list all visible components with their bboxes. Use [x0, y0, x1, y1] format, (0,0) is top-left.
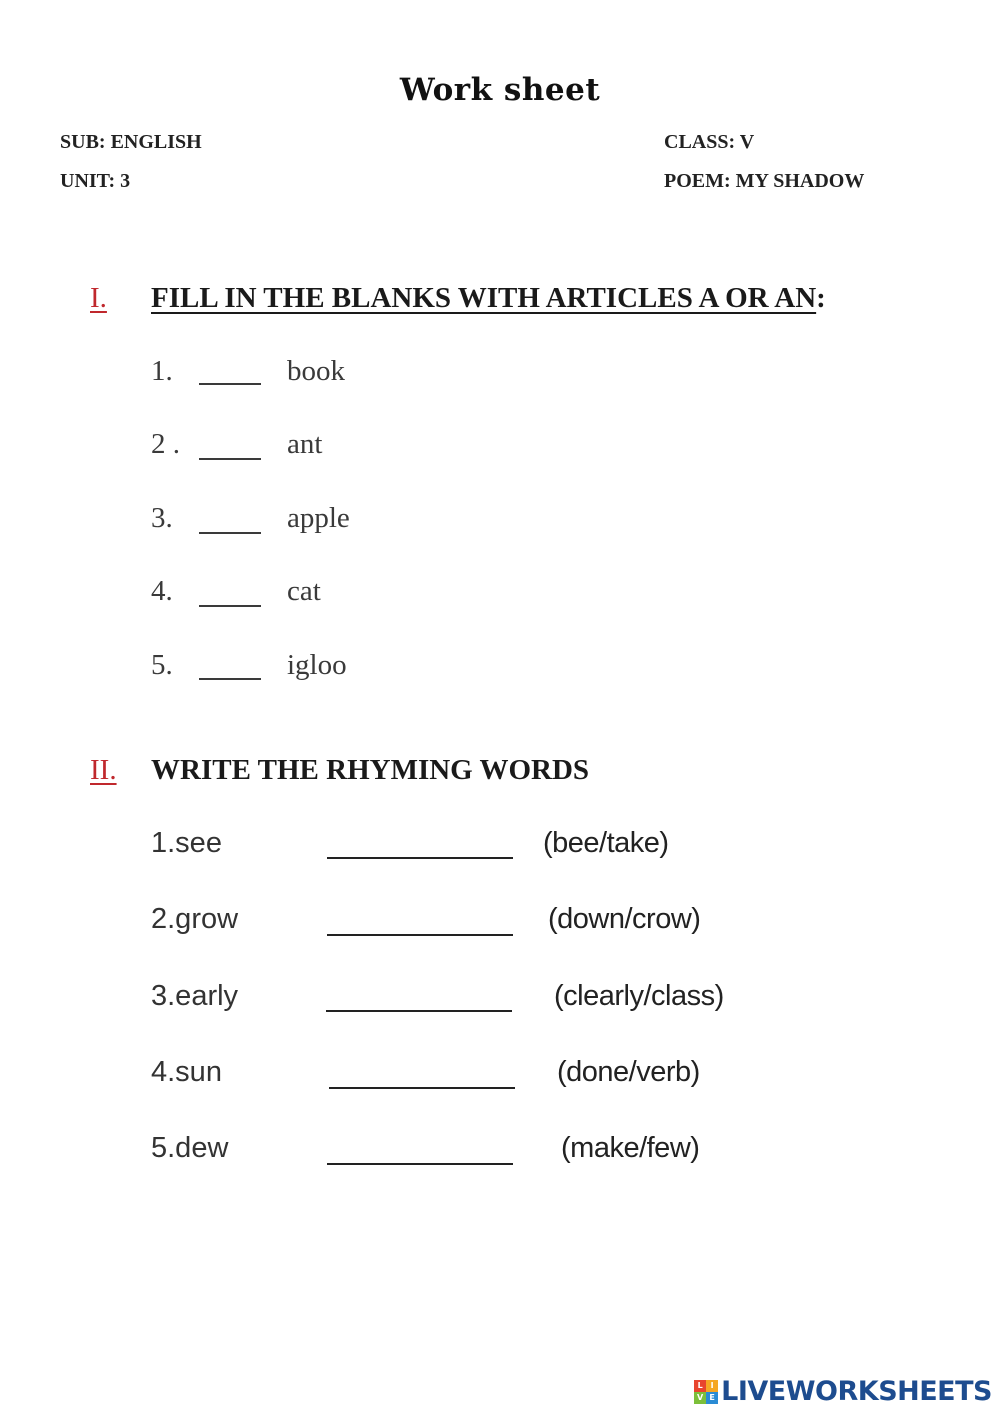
answer-blank[interactable]	[327, 934, 513, 936]
answer-blank[interactable]	[327, 1163, 513, 1165]
subject-label: SUB: ENGLISH	[60, 131, 202, 153]
worksheet-title: Work sheet	[399, 72, 601, 108]
answer-blank[interactable]	[326, 1010, 512, 1012]
logo-mark-letter: E	[706, 1392, 718, 1404]
section-2-number: II.	[90, 754, 117, 786]
answer-blank[interactable]	[329, 1087, 515, 1089]
section-2-item-options: (make/few)	[561, 1132, 700, 1164]
section-2-item-options: (done/verb)	[557, 1056, 700, 1088]
section-1-heading	[151, 282, 826, 315]
section-1-item-word: cat	[287, 575, 321, 607]
section-2-heading: WRITE THE RHYMING WORDS	[151, 754, 590, 786]
answer-blank[interactable]	[199, 458, 261, 460]
logo-mark-letter: V	[694, 1392, 706, 1404]
section-1-item-number: 1.	[151, 355, 173, 387]
section-2-item-options: (clearly/class)	[554, 980, 724, 1012]
section-1-heading-text: FILL IN THE BLANKS WITH ARTICLES A OR AN	[151, 282, 817, 314]
poem-label: POEM: MY SHADOW	[664, 170, 865, 192]
section-2-item-word: 2.grow	[151, 903, 239, 935]
section-1-number: I.	[90, 282, 107, 314]
answer-blank[interactable]	[327, 857, 513, 859]
section-2-item-word: 1.see	[151, 827, 222, 859]
section-1-item-word: ant	[287, 428, 323, 460]
logo-mark-letter: L	[694, 1380, 706, 1392]
section-2-item-options: (bee/take)	[543, 827, 669, 859]
liveworksheets-logo[interactable]	[694, 1376, 992, 1407]
answer-blank[interactable]	[199, 383, 261, 385]
section-1-item-number: 3.	[151, 502, 173, 534]
answer-blank[interactable]	[199, 605, 261, 607]
answer-blank[interactable]	[199, 532, 261, 534]
section-2-item-options: (down/crow)	[548, 903, 701, 935]
section-1-item-number: 2 .	[151, 428, 180, 460]
section-1-item-number: 5.	[151, 649, 173, 681]
section-1-item-word: apple	[287, 502, 350, 534]
logo-mark-letter: I	[706, 1380, 718, 1392]
section-1-item-word: igloo	[287, 649, 347, 681]
answer-blank[interactable]	[199, 678, 261, 680]
section-1-item-number: 4.	[151, 575, 173, 607]
logo-mark-icon	[694, 1380, 718, 1404]
section-2-item-word: 5.dew	[151, 1132, 229, 1164]
section-2-item-word: 4.sun	[151, 1056, 222, 1088]
section-2-item-word: 3.early	[151, 980, 239, 1012]
unit-label: UNIT: 3	[60, 170, 131, 192]
logo-text: LIVEWORKSHEETS	[721, 1376, 992, 1407]
class-label: CLASS: V	[664, 131, 755, 153]
section-1-item-word: book	[287, 355, 345, 387]
section-1-heading-colon: :	[816, 282, 826, 314]
